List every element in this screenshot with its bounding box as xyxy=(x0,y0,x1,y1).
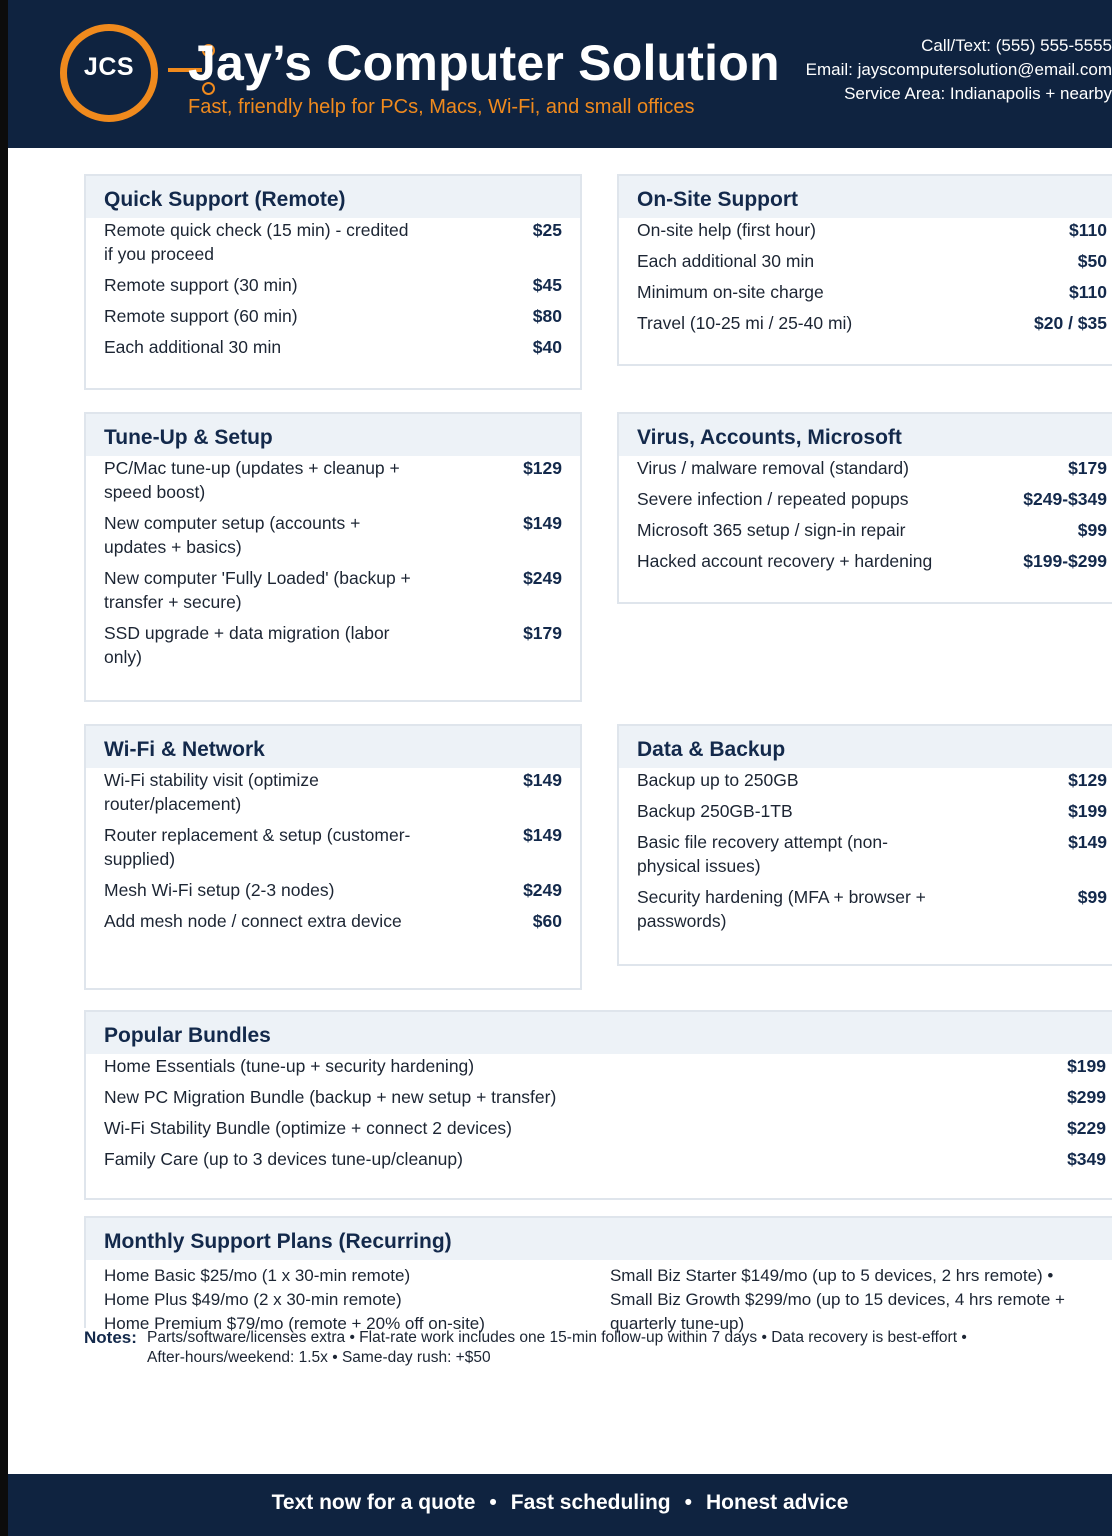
list-item xyxy=(637,280,1107,304)
item-label: Router replacement & setup (customer-supplied) xyxy=(104,825,411,869)
list-item xyxy=(637,456,1107,480)
list-item xyxy=(637,487,1107,511)
item-price: $60 xyxy=(532,911,562,931)
item-label: New computer 'Fully Loaded' (backup + transfer + secure) xyxy=(104,568,411,612)
item-price: $249-$349 xyxy=(1023,489,1107,509)
item-price: $99 xyxy=(1077,887,1107,907)
notes-label: Notes: xyxy=(84,1328,137,1347)
list-item xyxy=(637,768,1107,792)
list-item xyxy=(104,1085,1106,1109)
section-title: Popular Bundles xyxy=(86,1012,1112,1054)
plans-business-column xyxy=(610,1264,1098,1336)
item-label: Mesh Wi-Fi setup (2-3 nodes) xyxy=(104,880,335,900)
footer-banner xyxy=(8,1474,1112,1536)
virus-accounts-card xyxy=(617,412,1112,604)
list-item xyxy=(637,249,1107,273)
section-title: Data & Backup xyxy=(619,726,1112,768)
item-label: Wi-Fi stability visit (optimize router/placement) xyxy=(104,770,319,814)
separator-dot-icon: • xyxy=(684,1491,692,1514)
item-label: Microsoft 365 setup / sign-in repair xyxy=(637,520,906,540)
tuneup-setup-card xyxy=(84,412,582,702)
data-backup-card xyxy=(617,724,1112,966)
item-label: Each additional 30 min xyxy=(637,251,815,271)
list-item xyxy=(104,909,562,933)
item-label: Backup 250GB-1TB xyxy=(637,801,793,821)
plan-line: quarterly tune-up) xyxy=(609,1314,745,1333)
item-price: $149 xyxy=(523,513,562,533)
footer-item: Honest advice xyxy=(705,1491,849,1514)
list-item xyxy=(637,218,1107,242)
contact-email: Email: jayscomputersolution@email.com xyxy=(805,60,1112,79)
list-item xyxy=(104,304,562,328)
notes-line: After-hours/weekend: 1.5x • Same-day rush: +$50 xyxy=(147,1349,491,1366)
item-price: $199 xyxy=(1067,1056,1106,1076)
item-price: $249 xyxy=(523,568,562,588)
item-price: $45 xyxy=(532,275,562,295)
item-price: $349 xyxy=(1067,1149,1106,1169)
footer-item: Fast scheduling xyxy=(510,1491,671,1514)
logo-text: JCS xyxy=(83,53,135,81)
plan-line: Home Plus $49/mo (2 x 30-min remote) xyxy=(104,1290,402,1309)
contact-phone: Call/Text: (555) 555-5555 xyxy=(921,36,1112,55)
item-price: $299 xyxy=(1067,1087,1106,1107)
item-label: Remote support (30 min) xyxy=(104,275,298,295)
plans-home-column xyxy=(104,1264,610,1336)
onsite-support-card xyxy=(617,174,1112,366)
item-price: $50 xyxy=(1077,251,1107,271)
item-label: Remote quick check (15 min) - credited if you proceed xyxy=(104,220,409,264)
item-label: Remote support (60 min) xyxy=(104,306,298,326)
list-item xyxy=(104,768,562,816)
bundles-card xyxy=(84,1010,1112,1200)
item-label: PC/Mac tune-up (updates + cleanup + speed boost) xyxy=(104,458,400,502)
plan-line: Home Basic $25/mo (1 x 30-min remote) xyxy=(104,1266,411,1285)
tagline: Fast, friendly help for PCs, Macs, Wi-Fi, and small offices xyxy=(188,96,695,118)
monthly-plans-card xyxy=(84,1216,1112,1333)
item-label: Security hardening (MFA + browser + passwords) xyxy=(637,887,926,931)
list-item xyxy=(637,830,1107,878)
list-item xyxy=(104,1116,1106,1140)
price-sheet-page xyxy=(8,0,1112,1536)
item-label: Each additional 30 min xyxy=(104,337,282,357)
list-item xyxy=(104,335,562,359)
item-price: $149 xyxy=(523,770,562,790)
item-price: $199-$299 xyxy=(1023,551,1107,571)
item-label: New PC Migration Bundle (backup + new setup + transfer) xyxy=(104,1087,557,1107)
section-title: Virus, Accounts, Microsoft xyxy=(619,414,1112,456)
item-price: $179 xyxy=(1068,458,1107,478)
list-item xyxy=(104,218,562,266)
item-price: $179 xyxy=(523,623,562,643)
item-label: Severe infection / repeated popups xyxy=(637,489,909,509)
list-item xyxy=(637,549,1107,573)
notes xyxy=(84,1328,1084,1368)
quick-support-card xyxy=(84,174,582,390)
list-item xyxy=(637,799,1107,823)
item-label: Backup up to 250GB xyxy=(637,770,799,790)
item-label: Travel (10-25 mi / 25-40 mi) xyxy=(637,313,853,333)
section-title: On-Site Support xyxy=(619,176,1112,218)
item-price: $80 xyxy=(532,306,562,326)
item-price: $129 xyxy=(1068,770,1107,790)
list-item xyxy=(637,885,1107,933)
item-label: New computer setup (accounts + updates + basics) xyxy=(104,513,361,557)
item-label: Home Essentials (tune-up + security hardening) xyxy=(104,1056,475,1076)
list-item xyxy=(104,566,562,614)
plan-line: Small Biz Growth $299/mo (up to 15 devices, 4 hrs remote + xyxy=(609,1290,1065,1309)
footer-item: Text now for a quote xyxy=(271,1491,476,1514)
section-title: Monthly Support Plans (Recurring) xyxy=(86,1218,1112,1260)
list-item xyxy=(104,1054,1106,1078)
item-label: Virus / malware removal (standard) xyxy=(637,458,909,478)
wifi-network-card xyxy=(84,724,582,990)
section-title: Wi-Fi & Network xyxy=(86,726,580,768)
item-label: On-site help (first hour) xyxy=(637,220,816,240)
list-item xyxy=(104,621,562,669)
item-label: Hacked account recovery + hardening xyxy=(637,551,933,571)
list-item xyxy=(104,456,562,504)
separator-dot-icon: • xyxy=(489,1491,497,1514)
item-price: $25 xyxy=(532,220,562,240)
item-price: $99 xyxy=(1077,520,1107,540)
item-price: $249 xyxy=(523,880,562,900)
item-label: Family Care (up to 3 devices tune-up/cleanup) xyxy=(104,1149,463,1169)
item-price: $199 xyxy=(1068,801,1107,821)
item-price: $110 xyxy=(1069,282,1107,302)
list-item xyxy=(104,511,562,559)
section-title: Quick Support (Remote) xyxy=(86,176,580,218)
item-label: SSD upgrade + data migration (labor only) xyxy=(104,623,390,667)
item-label: Minimum on-site charge xyxy=(637,282,824,302)
list-item xyxy=(104,823,562,871)
item-price: $20 / $35 xyxy=(1034,313,1107,333)
item-price: $229 xyxy=(1067,1118,1106,1138)
plan-line: Small Biz Starter $149/mo (up to 5 devices, 2 hrs remote) • xyxy=(609,1266,1054,1285)
contact-block xyxy=(806,34,1112,106)
header xyxy=(8,0,1112,148)
list-item xyxy=(637,518,1107,542)
list-item xyxy=(104,878,562,902)
item-label: Basic file recovery attempt (non-physical issues) xyxy=(637,832,888,876)
item-price: $149 xyxy=(1068,832,1107,852)
list-item xyxy=(104,273,562,297)
plan-line: Home Premium $79/mo (remote + 20% off on-site) xyxy=(104,1314,485,1333)
brand-title: Jay’s Computer Solution xyxy=(188,35,780,91)
notes-line: Parts/software/licenses extra • Flat-rate work includes one 15-min follow-up within 7 days • Data recovery is best-effort • xyxy=(147,1329,967,1346)
list-item xyxy=(104,1147,1106,1171)
item-price: $110 xyxy=(1069,220,1107,240)
item-label: Add mesh node / connect extra device xyxy=(104,911,402,931)
section-title: Tune-Up & Setup xyxy=(86,414,580,456)
item-label: Wi-Fi Stability Bundle (optimize + connect 2 devices) xyxy=(104,1118,513,1138)
item-price: $40 xyxy=(532,337,562,357)
item-price: $129 xyxy=(523,458,562,478)
item-price: $149 xyxy=(523,825,562,845)
list-item xyxy=(637,311,1107,335)
contact-service-area: Service Area: Indianapolis + nearby xyxy=(844,84,1112,103)
